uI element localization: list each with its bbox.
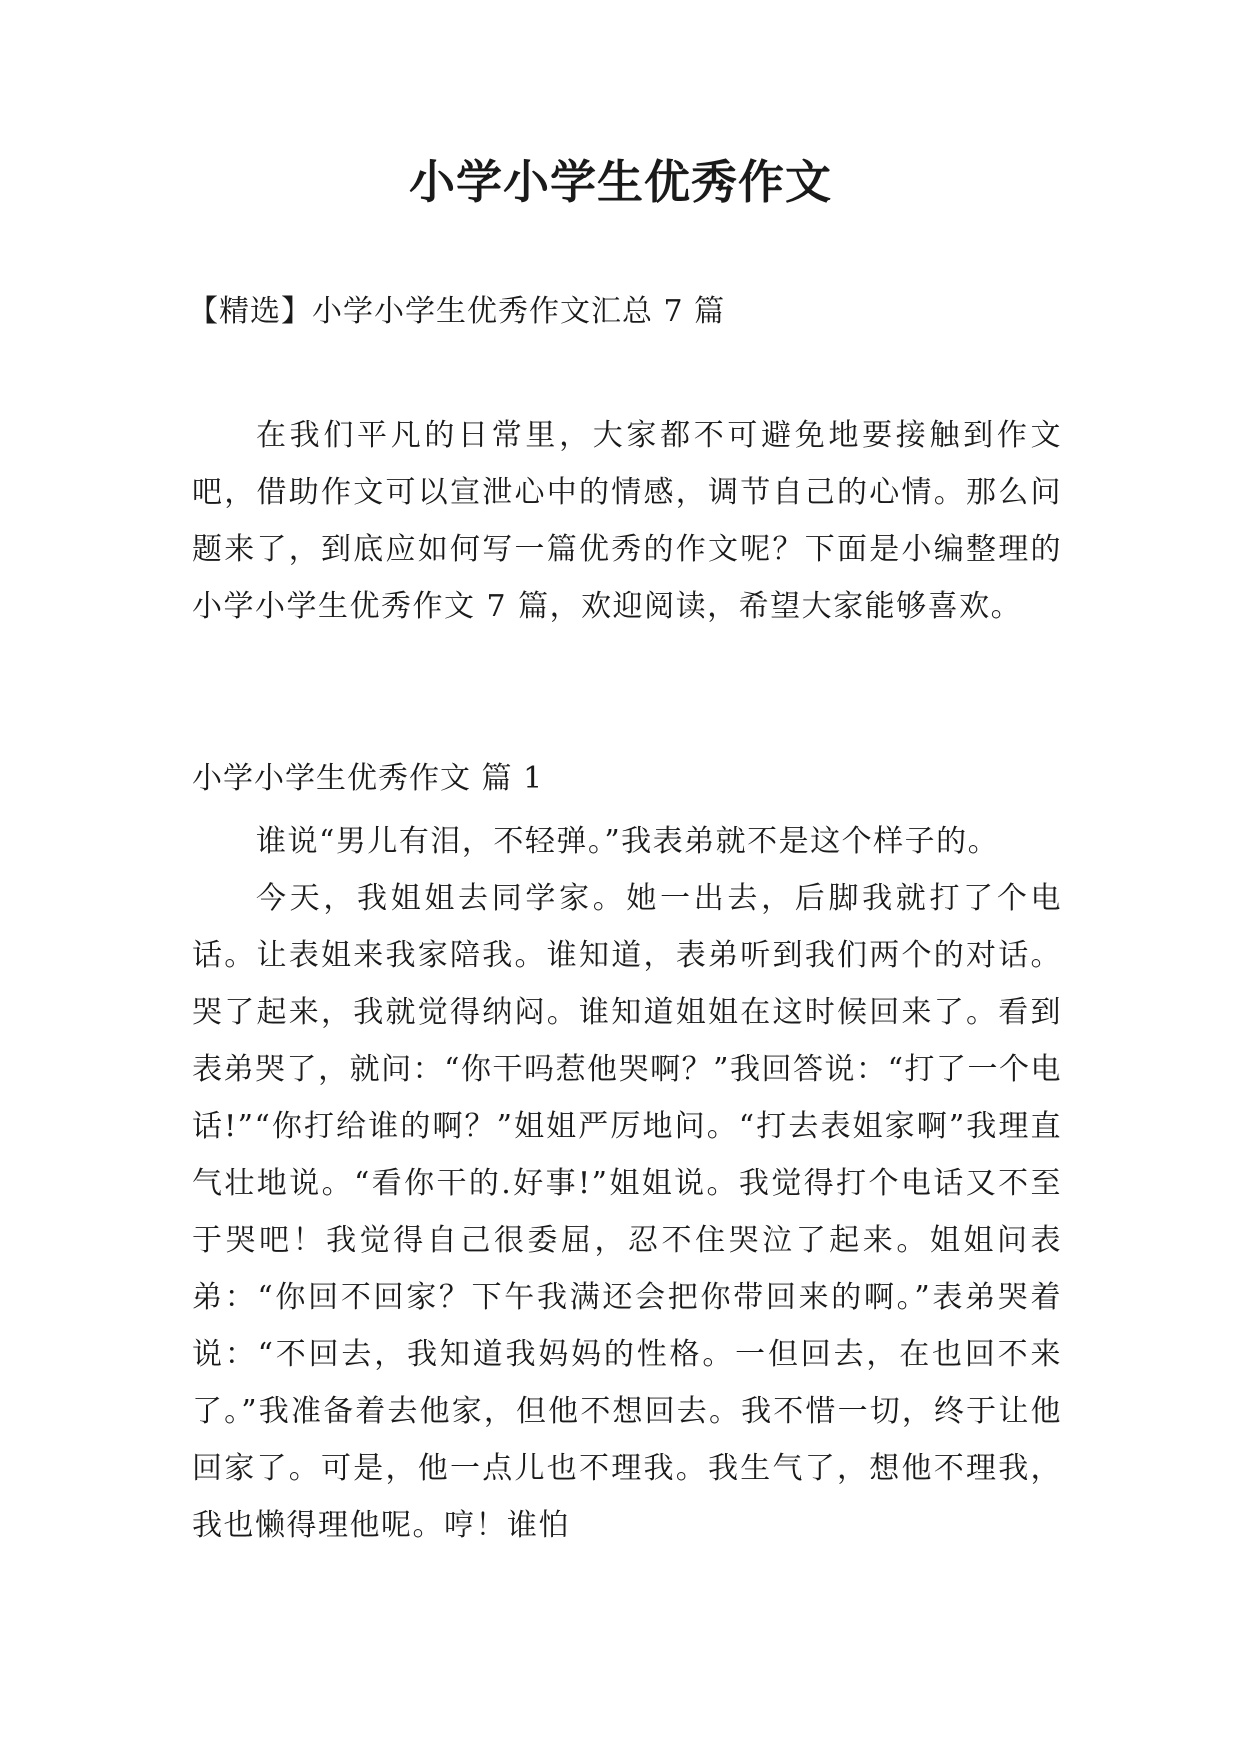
- essay-paragraph: 今天，我姐姐去同学家。她一出去，后脚我就打了个电话。让表姐来我家陪我。谁知道，表弟听到我们两个的对话。哭了起来，我就觉得纳闷。谁知道姐姐在这时候回来了。看到表弟哭了，就问：“你干吗惹他哭啊？”我回答说：“打了一个电话!”“你打给谁的啊？”姐姐严厉地问。“打去表姐家啊”我理直气壮地说。“看你干的.好事!”姐姐说。我觉得打个电话又不至于哭吧！我觉得自己很委屈，忍不住哭泣了起来。姐姐问表弟：“你回不回家？下午我满还会把你带回来的啊。”表弟哭着说：“不回去，我知道我妈妈的性格。一但回去，在也回不来了。”我准备着去他家，但他不想回去。我不惜一切，终于让他回家了。可是，他一点儿也不理我。我生气了，想他不理我，我也懒得理他呢。哼！谁怕: [192, 881, 1062, 1543]
- document-subtitle: 【精选】小学小学生优秀作文汇总 7 篇: [188, 294, 726, 329]
- section-heading: 小学小学生优秀作文 篇 1: [192, 761, 544, 796]
- page-title: 小学小学生优秀作文: [409, 155, 832, 209]
- intro-paragraph: 在我们平凡的日常里，大家都不可避免地要接触到作文吧，借助作文可以宣泄心中的情感，调节自己的心情。那么问题来了，到底应如何写一篇优秀的作文呢？下面是小编整理的小学小学生优秀作文 7 篇，欢迎阅读，希望大家能够喜欢。: [192, 418, 1062, 624]
- essay-paragraph: 谁说“男儿有泪，不轻弹。”我表弟就不是这个样子的。: [256, 824, 1000, 859]
- essay-body: [192, 813, 1062, 1554]
